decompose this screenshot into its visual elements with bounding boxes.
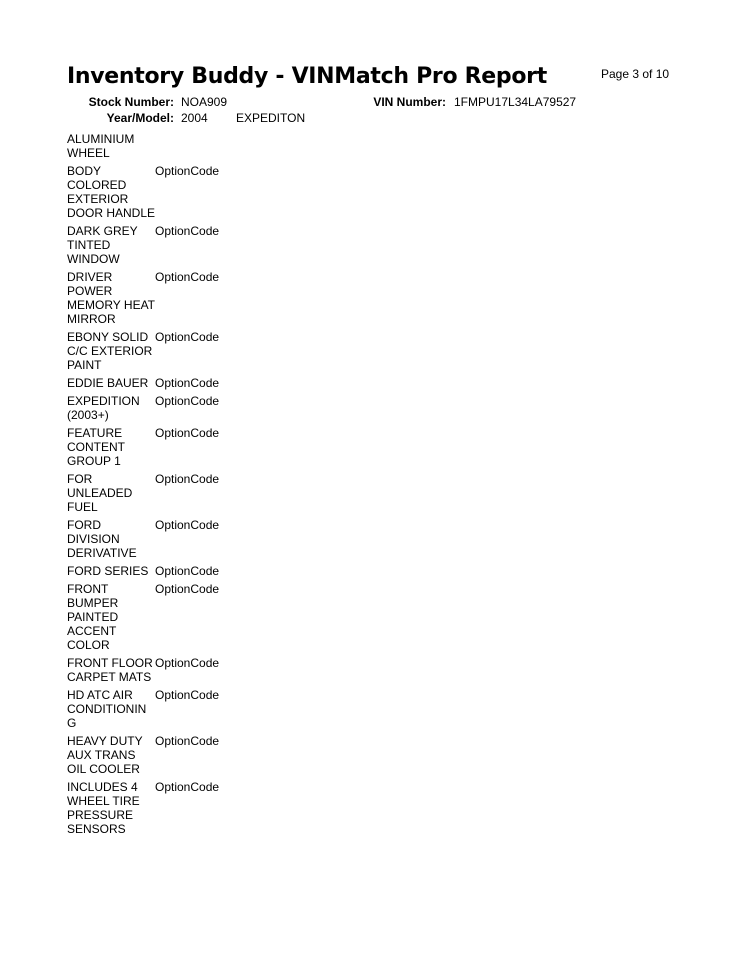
option-code: OptionCode [155,582,220,596]
option-code: OptionCode [155,426,220,440]
option-name: BODY COLORED EXTERIOR DOOR HANDLE [67,164,156,220]
options-list [67,132,367,840]
option-row [67,426,367,468]
option-row [67,780,367,836]
option-name: FORD DIVISION DERIVATIVE [67,518,137,560]
option-row [67,734,367,776]
option-name: FORD SERIES [67,564,149,578]
option-row [67,270,367,326]
option-name: ALUMINIUM WHEEL [67,132,135,160]
option-code: OptionCode [155,224,220,238]
option-name: FRONT BUMPER PAINTED ACCENT COLOR [67,582,119,652]
vin-number-label: VIN Number: [373,95,446,109]
option-row [67,164,367,220]
option-name: FEATURE CONTENT GROUP 1 [67,426,125,468]
option-name: DRIVER POWER MEMORY HEAT MIRROR [67,270,155,326]
option-row [67,582,367,652]
option-row [67,224,367,266]
option-name: DARK GREY TINTED WINDOW [67,224,138,266]
option-code: OptionCode [155,564,220,578]
option-code: OptionCode [155,394,220,408]
option-row [67,564,367,578]
option-name: EDDIE BAUER [67,376,149,390]
option-code: OptionCode [155,376,220,390]
option-row [67,688,367,730]
option-name: FRONT FLOOR CARPET MATS [67,656,153,684]
option-code: OptionCode [155,472,220,486]
option-row [67,132,367,160]
option-row [67,656,367,684]
stock-number-value: NOA909 [181,95,228,109]
option-name: FOR UNLEADED FUEL [67,472,133,514]
page-number: Page 3 of 10 [601,67,670,81]
option-name: HEAVY DUTY AUX TRANS OIL COOLER [67,734,143,776]
option-code: OptionCode [155,518,220,532]
report-title: Inventory Buddy - VINMatch Pro Report [67,64,547,89]
option-row [67,330,367,372]
stock-number-label: Stock Number: [88,95,174,109]
option-name: INCLUDES 4 WHEEL TIRE PRESSURE SENSORS [67,780,140,836]
option-row [67,376,367,390]
option-code: OptionCode [155,734,220,748]
option-name: HD ATC AIR CONDITIONING [67,688,147,730]
option-code: OptionCode [155,780,220,794]
option-code: OptionCode [155,164,220,178]
year-model-label: Year/Model: [106,111,174,125]
option-name: EXPEDITION (2003+) [67,394,140,422]
model-value: EXPEDITON [236,111,306,125]
year-value: 2004 [181,111,208,125]
option-row [67,518,367,560]
option-row [67,394,367,422]
option-name: EBONY SOLID C/C EXTERIOR PAINT [67,330,153,372]
option-code: OptionCode [155,688,220,702]
option-code: OptionCode [155,270,220,284]
option-code: OptionCode [155,330,220,344]
option-row [67,472,367,514]
vin-number-value: 1FMPU17L34LA79527 [454,95,577,109]
option-code: OptionCode [155,656,220,670]
